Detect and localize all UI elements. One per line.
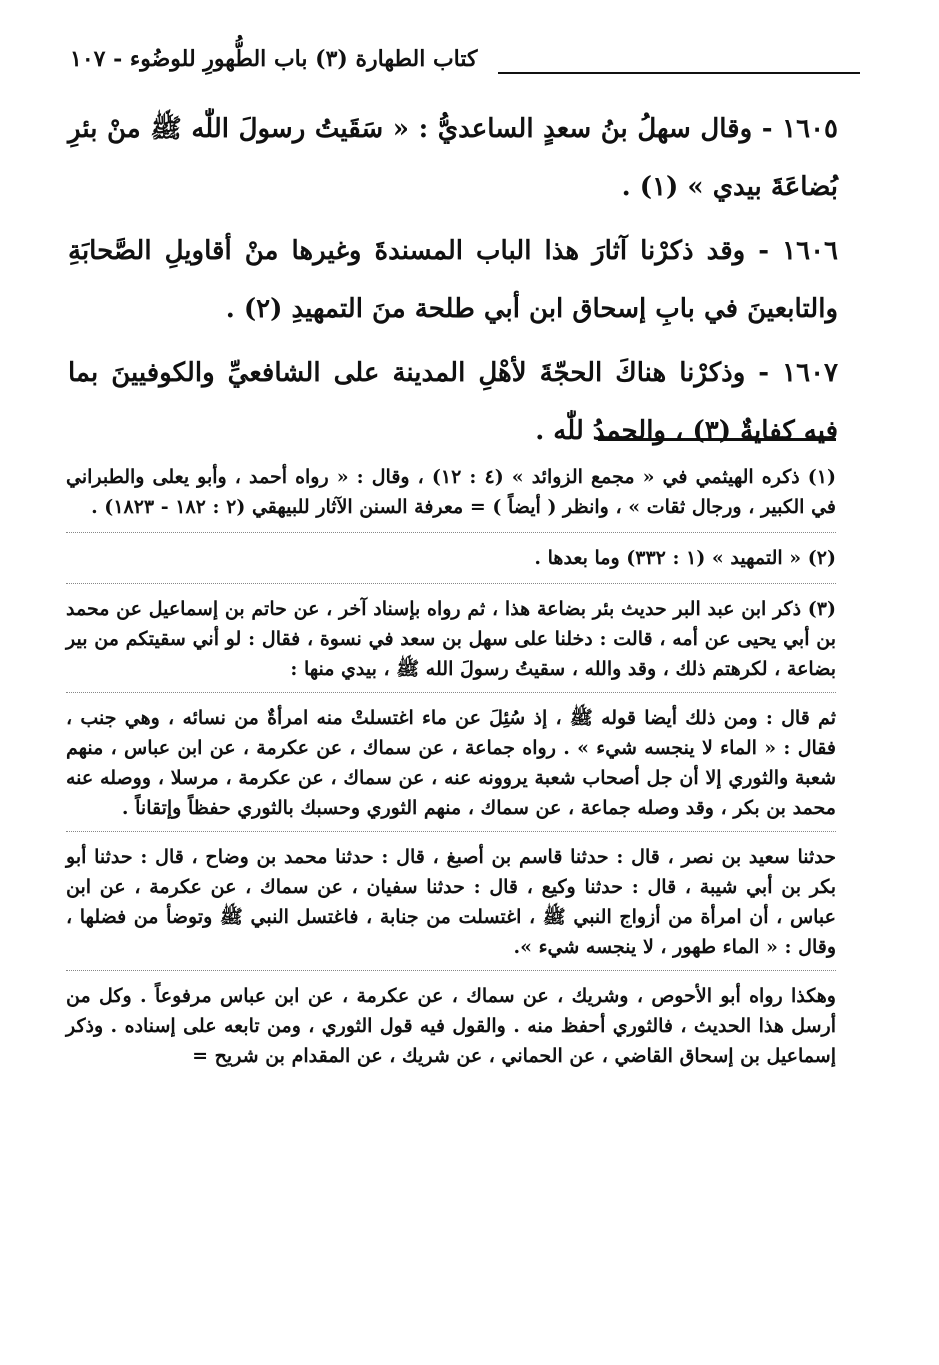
paragraph-1606: ١٦٠٦ - وقد ذكرْنا آثارَ هذا الباب المسندةَ وغيرها منْ أقاويلِ الصَّحابَةِ والتابعينَ في بابِ إسحاق ابن أبي طلحة منَ التمهيدِ (٢) .	[68, 236, 838, 324]
footnote-2: (٢) « التمهيد » (١ : ٣٣٢) وما بعدها .	[534, 547, 836, 569]
footnote-3-paragraph-2: ثم قال : ومن ذلك أيضا قوله ﷺ ، إذ سُئِلَ عن ماء اغتسلتْ منه امرأةٌ من نسائه ، وهي جنب ، فقال : « الماء لا ينجسه شيء » . رواه جماعة ، عن سماك ، عن عكرمة ، عن ابن عباس ، منهم شعبة والثوري إلا أن جل أصحاب شعبة يروونه عنه ، عن سماك ، عن عكرمة ، مرسلا ، ووصله عنه محمد بن بكر ، وقد وصله جماعة ، عن سماك ، منهم الثوري وحسبك بالثوري حفظاً وإتقاناً .	[66, 707, 836, 819]
footnote-divider	[66, 831, 836, 832]
footnote-divider	[66, 970, 836, 971]
footnote-3-paragraph-1: (٣) ذكر ابن عبد البر حديث بئر بضاعة هذا ، ثم رواه بإسناد آخر ، عن حاتم بن إسماعيل عن محمد بن أبي يحيى عن أمه ، قالت : دخلنا على سهل بن سعد في نسوة ، فقال : لو أني سقيتكم من بير بضاعة ، لكرهتم ذلك ، وقد والله ، سقيتُ رسولَ الله ﷺ ، بيدي منها :	[66, 598, 836, 680]
paragraph-1607: ١٦٠٧ - وذكرْنا هناكَ الحجّةَ لأهْلِ المدينة على الشافعيِّ والكوفيينَ بما فيه كفايةٌ (٣) ، والحمدُ للّٰه .	[68, 358, 838, 446]
isnad-text: حدثنا سعيد بن نصر ، قال : حدثنا قاسم بن أصبغ ، قال : حدثنا محمد بن وضاح ، قال : حدثنا أبو بكر بن أبي شيبة ، قال : حدثنا وكيع ، قال : حدثنا سفيان ، عن سماك ، عن عكرمة ، عن ابن عباس ،	[66, 846, 836, 928]
hadith-text-bold: أن امرأة من أزواج النبي ﷺ ، اغتسلت من جنابة ، فاغتسل النبي ﷺ وتوضأ من فضلها ، وقال : « الماء طهور ، لا ينجسه شيء ».	[66, 906, 836, 958]
footnote-divider	[66, 583, 836, 584]
running-title: كتاب الطهارة (٣) باب الطُّهورِ للوضُوء - ١٠٧	[70, 46, 478, 72]
page-header	[60, 38, 860, 82]
paragraph-1605: ١٦٠٥ - وقال سهلُ بنُ سعدٍ الساعديُّ : « سَقَيتُ رسولَ اللّٰه ﷺ منْ بئرِ بُضاعَةَ بيدي » (١) .	[68, 114, 838, 202]
header-rule	[498, 72, 860, 74]
main-text	[68, 100, 838, 466]
footnote-1: (١) ذكره الهيثمي في « مجمع الزوائد » (٤ : ١٢) ، وقال : « رواه أحمد ، وأبو يعلى والطبراني في الكبير ، ورجال ثقات » ، وانظر ( أيضاً ) = معرفة السنن الآثار للبيهقي (٢ : ١٨٢ - ١٨٢٣) .	[66, 466, 836, 518]
footnote-divider	[66, 532, 836, 533]
footnotes	[66, 462, 836, 1081]
footnote-3	[66, 594, 836, 1071]
footnote-divider	[66, 692, 836, 693]
footnote-separator-rule	[598, 438, 836, 441]
footnote-3-paragraph-3	[66, 842, 836, 962]
footnote-3-paragraph-4: وهكذا رواه أبو الأحوص ، وشريك ، عن سماك ، عن عكرمة ، عن ابن عباس مرفوعاً . وكل من أرسل هذا الحديث ، فالثوري أحفظ منه . والقول فيه قول الثوري ، ومن تابعه على إسناده . وذكر إسماعيل بن إسحاق القاضي ، عن الحماني ، عن شريك ، عن المقدام بن شريح =	[66, 985, 836, 1067]
